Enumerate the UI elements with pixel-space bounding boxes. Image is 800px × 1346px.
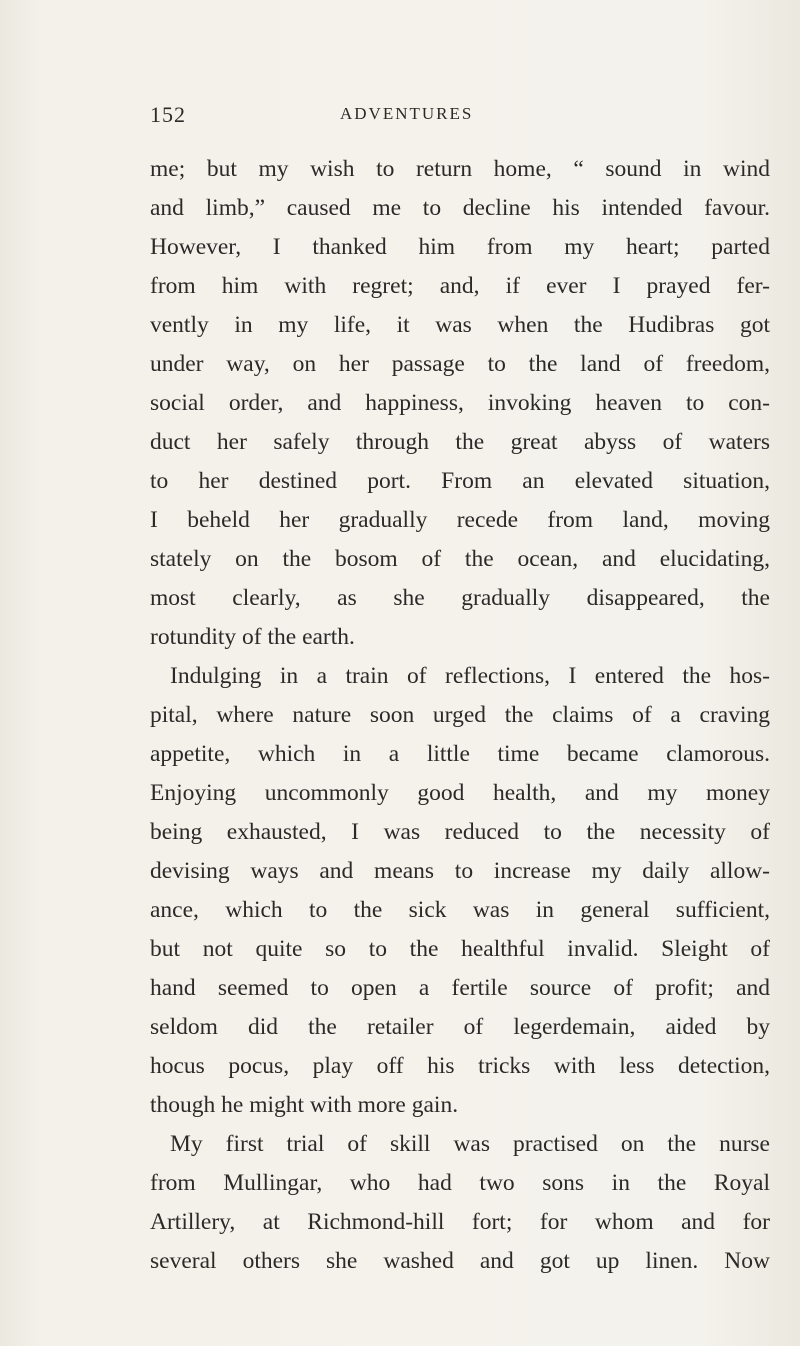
text-line: seldom did the retailer of legerdemain, aided by: [150, 1014, 770, 1040]
text-line: Indulging in a train of reflections, I entered the hos-: [170, 663, 770, 689]
text-line: I beheld her gradually recede from land, moving: [150, 507, 770, 533]
text-line: being exhausted, I was reduced to the necessity of: [150, 819, 770, 845]
text-line: rotundity of the earth.: [150, 624, 355, 650]
page-number: 152: [150, 102, 186, 127]
text-line: devising ways and means to increase my daily allow-: [150, 858, 770, 884]
text-line: from him with regret; and, if ever I prayed fer-: [150, 273, 770, 299]
text-line: from Mullingar, who had two sons in the Royal: [150, 1170, 770, 1196]
text-line: My first trial of skill was practised on the nurse: [170, 1131, 770, 1157]
text-line: duct her safely through the great abyss of waters: [150, 429, 770, 455]
text-line: hand seemed to open a fertile source of profit; and: [150, 975, 770, 1001]
text-line: hocus pocus, play off his tricks with less detection,: [150, 1053, 770, 1079]
page-header: [0, 100, 800, 140]
text-line: vently in my life, it was when the Hudibras got: [150, 312, 770, 338]
text-line: pital, where nature soon urged the claims of a craving: [150, 702, 770, 728]
text-line: most clearly, as she gradually disappeared, the: [150, 585, 770, 611]
text-line: under way, on her passage to the land of freedom,: [150, 351, 770, 377]
text-line: though he might with more gain.: [150, 1092, 459, 1118]
text-line: appetite, which in a little time became clamorous.: [150, 741, 770, 767]
text-line: Artillery, at Richmond-hill fort; for whom and for: [150, 1209, 770, 1235]
text-line: However, I thanked him from my heart; parted: [150, 234, 770, 260]
body-text: [150, 150, 770, 1281]
text-line: but not quite so to the healthful invalid. Sleight of: [150, 936, 770, 962]
text-line: Enjoying uncommonly good health, and my money: [150, 780, 770, 806]
text-line: ance, which to the sick was in general sufficient,: [150, 897, 770, 923]
running-head: ADVENTURES: [340, 104, 474, 123]
text-line: social order, and happiness, invoking heaven to con-: [150, 390, 770, 416]
text-line: stately on the bosom of the ocean, and elucidating,: [150, 546, 770, 572]
text-line: several others she washed and got up linen. Now: [150, 1248, 770, 1274]
text-line: me; but my wish to return home, “ sound in wind: [150, 156, 770, 182]
text-line: and limb,” caused me to decline his intended favour.: [150, 195, 770, 221]
text-line: to her destined port. From an elevated situation,: [150, 468, 770, 494]
